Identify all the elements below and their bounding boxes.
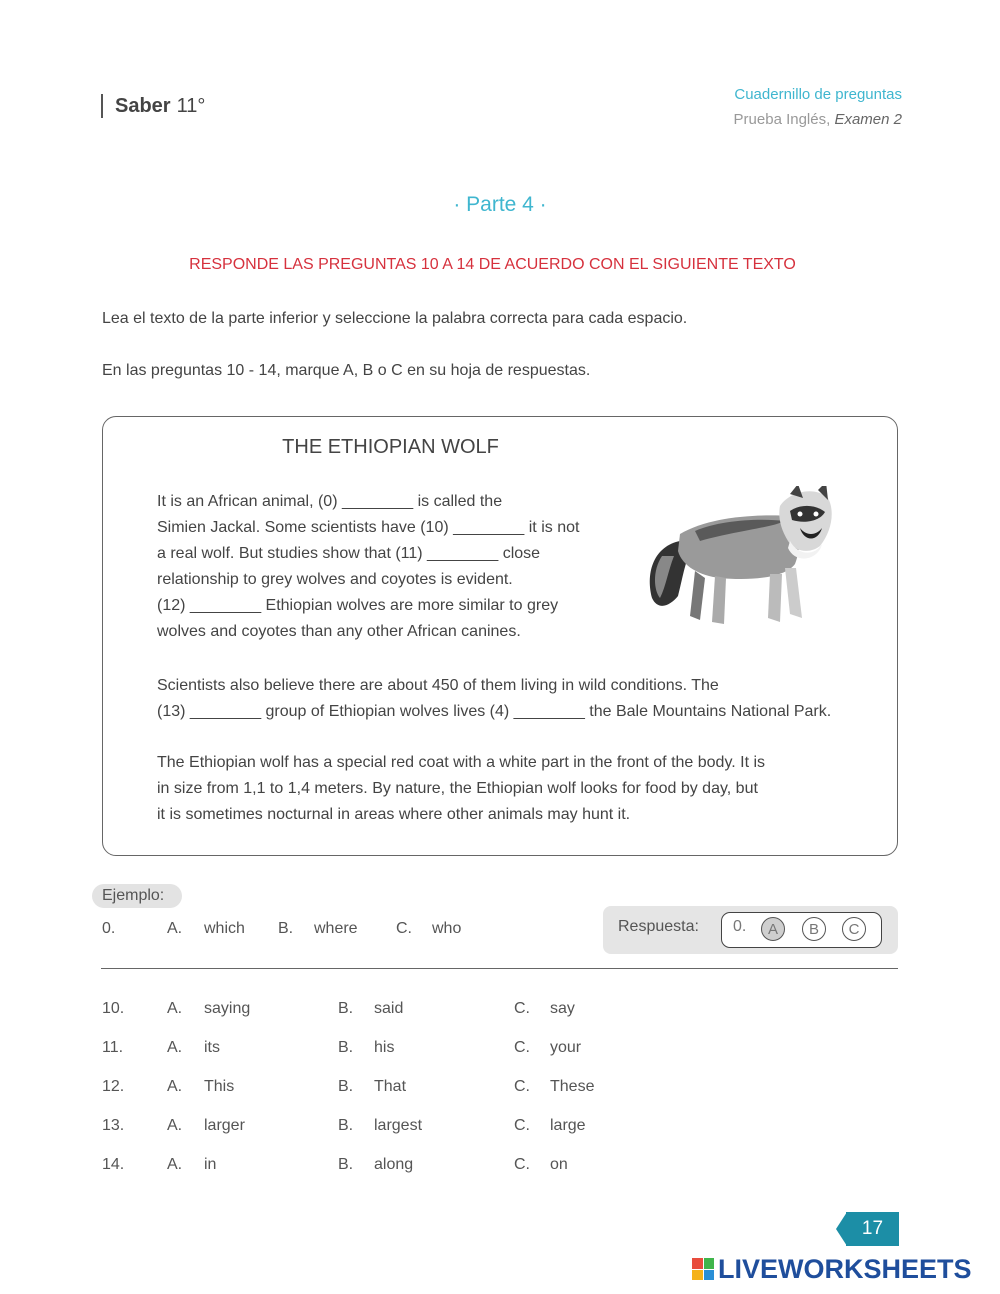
booklet-label: Cuadernillo de preguntas (734, 86, 902, 103)
example-a-letter: A. (167, 920, 183, 937)
instruction-read: Lea el texto de la parte inferior y seleccione la palabra correcta para cada espacio. (102, 310, 688, 327)
section-divider (101, 968, 898, 969)
answer-bubble-c[interactable]: C (842, 917, 866, 941)
text-line: wolves and coyotes than any other African canines. (157, 623, 521, 640)
example-tag: Ejemplo: (92, 884, 182, 908)
example-a-text: which (204, 920, 245, 937)
question-12-option-a: This (204, 1078, 235, 1095)
option-letter-c: C. (514, 1117, 530, 1134)
question-14-option-a: in (204, 1156, 217, 1173)
text-line: (12) ________ Ethiopian wolves are more similar to grey (157, 597, 559, 614)
question-10-number: 10. (102, 1000, 125, 1017)
paragraph-3 (157, 750, 765, 828)
option-letter-b: B. (338, 1117, 354, 1134)
exam-name: Examen 2 (834, 111, 902, 128)
logo-square (704, 1258, 715, 1269)
question-10-option-a: saying (204, 1000, 251, 1017)
instruction-heading: RESPONDE LAS PREGUNTAS 10 A 14 DE ACUERDO CON EL SIGUIENTE TEXTO (189, 256, 796, 273)
question-13-option-a: larger (204, 1117, 245, 1134)
logo-square (704, 1270, 715, 1281)
option-letter-c: C. (514, 1156, 530, 1173)
answer-bubble-a[interactable]: A (761, 917, 785, 941)
grade-label: 11° (176, 94, 206, 117)
question-12-option-b: That (374, 1078, 407, 1095)
header-brand (101, 93, 205, 119)
option-letter-a: A. (167, 1078, 183, 1095)
section-title: · Parte 4 · (453, 193, 547, 216)
text-line: it is sometimes nocturnal in areas where other animals may hunt it. (157, 806, 631, 823)
paragraph-2 (157, 673, 831, 725)
text-line: in size from 1,1 to 1,4 meters. By nature, the Ethiopian wolf looks for food by day, but (157, 780, 758, 797)
question-11-option-a: its (204, 1039, 220, 1056)
answer-number: 0. (733, 918, 747, 935)
wolf-leg (768, 574, 782, 622)
text-line: Simien Jackal. Some scientists have (10) ________ it is not (157, 519, 580, 536)
question-13-option-c: large (550, 1117, 586, 1134)
exam-label (734, 107, 902, 132)
liveworksheets-logo[interactable] (692, 1253, 972, 1284)
question-12-number: 12. (102, 1078, 125, 1095)
logo-square (692, 1258, 703, 1269)
wolf-eye (814, 512, 819, 517)
reading-title: THE ETHIOPIAN WOLF (282, 436, 499, 458)
question-11-option-c: your (550, 1039, 582, 1056)
option-letter-c: C. (514, 1039, 530, 1056)
option-letter-b: B. (338, 1156, 354, 1173)
text-line: It is an African animal, (0) ________ is called the (157, 493, 503, 510)
option-letter-a: A. (167, 1039, 183, 1056)
text-line: Scientists also believe there are about 450 of them living in wild conditions. The (157, 677, 719, 694)
exam-prefix: Prueba Inglés, (733, 111, 831, 128)
question-11-number: 11. (102, 1039, 124, 1056)
example-b-text: where (314, 920, 358, 937)
option-letter-c: C. (514, 1000, 530, 1017)
wolf-leg (690, 571, 705, 620)
logo-square (692, 1270, 703, 1281)
text-line: (13) ________ group of Ethiopian wolves lives (4) ________ the Bale Mountains National Park. (157, 703, 832, 720)
question-13-option-b: largest (374, 1117, 423, 1134)
question-12-option-c: These (550, 1078, 595, 1095)
option-letter-a: A. (167, 1000, 183, 1017)
text-line: The Ethiopian wolf has a special red coat with a white part in the front of the body. It is (157, 754, 766, 771)
brand-name: Saber (115, 94, 171, 117)
question-11-option-b: his (374, 1039, 395, 1056)
paragraph-1 (157, 489, 579, 645)
example-c-text: who (432, 920, 462, 937)
question-14-option-c: on (550, 1156, 568, 1173)
question-14-number: 14. (102, 1156, 125, 1173)
option-letter-a: A. (167, 1156, 183, 1173)
page-number: 17 (846, 1212, 899, 1246)
logo-text: LIVEWORKSHEETS (718, 1253, 972, 1284)
text-line: a real wolf. But studies show that (11) ________ close (157, 545, 541, 562)
text-line: relationship to grey wolves and coyotes is evident. (157, 571, 513, 588)
option-letter-a: A. (167, 1117, 183, 1134)
header-divider (101, 94, 103, 118)
option-letter-c: C. (514, 1078, 530, 1095)
instruction-mark: En las preguntas 10 - 14, marque A, B o C en su hoja de respuestas. (102, 362, 591, 379)
wolf-eye (798, 512, 803, 517)
header-info (734, 82, 902, 132)
wolf-leg (712, 576, 726, 624)
example-b-letter: B. (278, 920, 294, 937)
question-13-number: 13. (102, 1117, 125, 1134)
option-letter-b: B. (338, 1000, 354, 1017)
example-c-letter: C. (396, 920, 412, 937)
option-letter-b: B. (338, 1039, 354, 1056)
question-10-option-b: said (374, 1000, 404, 1017)
answer-label: Respuesta: (618, 918, 699, 935)
answer-bubble-b[interactable]: B (802, 917, 826, 941)
option-letter-b: B. (338, 1078, 354, 1095)
question-10-option-c: say (550, 1000, 575, 1017)
example-number: 0. (102, 920, 116, 937)
wolf-image (640, 486, 840, 636)
logo-squares-icon (692, 1258, 714, 1280)
question-14-option-b: along (374, 1156, 414, 1173)
wolf-leg (785, 568, 802, 618)
